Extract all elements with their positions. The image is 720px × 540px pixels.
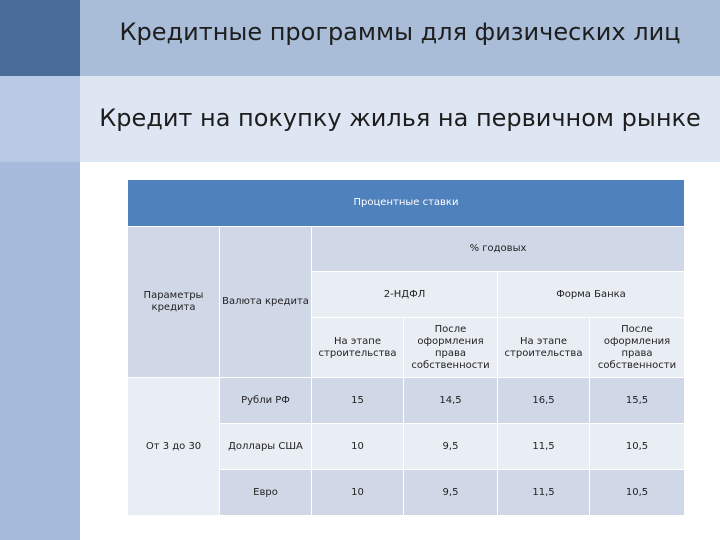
group-bank-form: Форма Банка [498,272,685,318]
rate-cell: 10,5 [590,470,685,516]
left-decoration-strip-lower [0,162,80,540]
sub-construction-2ndfl: На этапе строительства [312,318,404,378]
param-header: Параметры кредита [128,227,220,378]
currency-cell: Рубли РФ [220,378,312,424]
sub-after-ownership-bank: После оформления права собственности [590,318,685,378]
rate-cell: 15,5 [590,378,685,424]
table-row [128,378,685,424]
rate-cell: 10,5 [590,424,685,470]
currency-cell: Доллары США [220,424,312,470]
currency-header: Валюта кредита [220,227,312,378]
rate-cell: 14,5 [404,378,498,424]
sub-after-ownership-2ndfl: После оформления права собственности [404,318,498,378]
group-2ndfl: 2-НДФЛ [312,272,498,318]
rate-cell: 11,5 [498,424,590,470]
corner-decoration [0,0,80,76]
rate-cell: 9,5 [404,424,498,470]
percent-header: % годовых [312,227,685,272]
sub-construction-bank: На этапе строительства [498,318,590,378]
rate-cell: 15 [312,378,404,424]
rate-cell: 11,5 [498,470,590,516]
rate-cell: 10 [312,470,404,516]
rate-cell: 10 [312,424,404,470]
rate-cell: 16,5 [498,378,590,424]
interest-rates-table [127,179,685,516]
rate-cell: 9,5 [404,470,498,516]
slide-title: Кредитные программы для физических лиц [119,18,681,46]
table-caption: Процентные ставки [128,180,685,227]
term-range: От 3 до 30 [128,378,220,516]
slide-subtitle: Кредит на покупку жилья на первичном рынке [99,104,701,132]
currency-cell: Евро [220,470,312,516]
